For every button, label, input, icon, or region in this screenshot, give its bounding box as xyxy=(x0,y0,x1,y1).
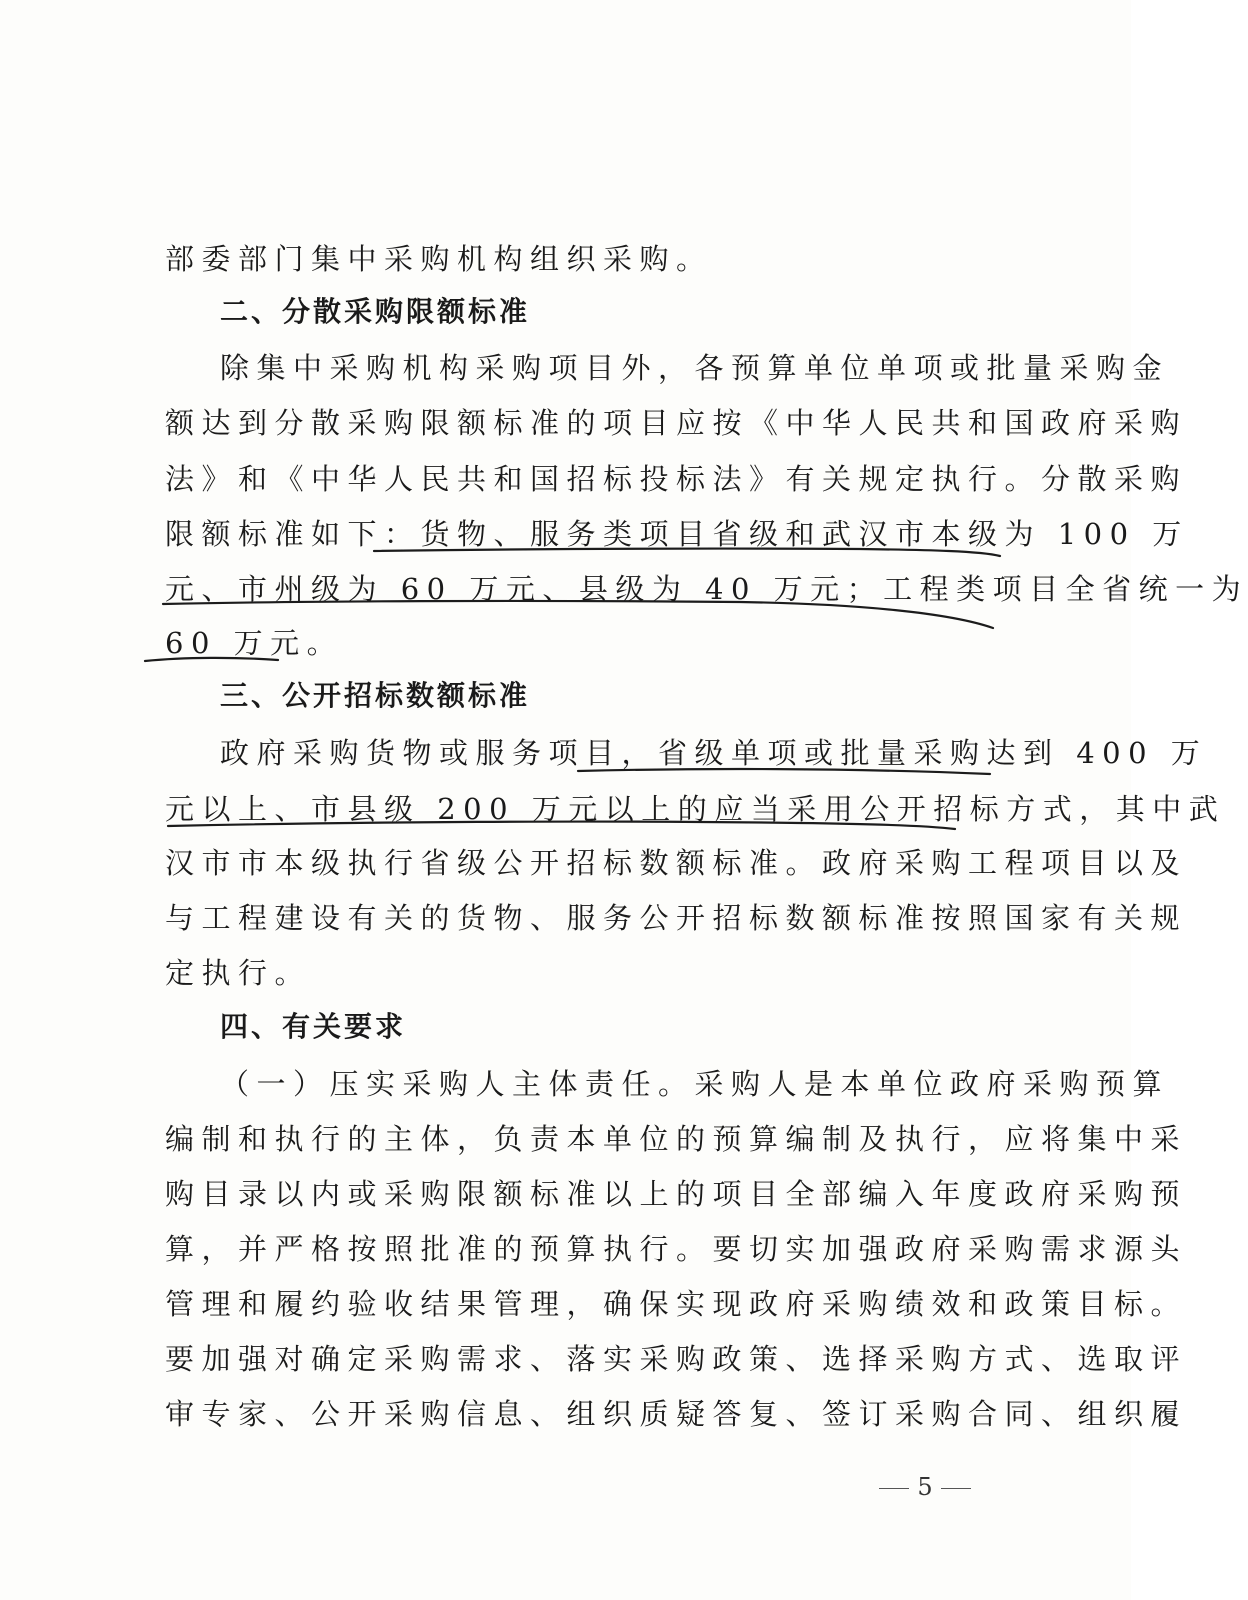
paragraph-line: 除集中采购机构采购项目外，各预算单位单项或批量采购金 xyxy=(220,351,1170,385)
footer-dash-left xyxy=(879,1488,909,1489)
paragraph-line: （一）压实采购人主体责任。采购人是本单位政府采购预算 xyxy=(220,1067,1170,1101)
footer-dash-right xyxy=(941,1488,971,1489)
section-heading-2: 二、分散采购限额标准 xyxy=(220,295,531,328)
page-number: 5 xyxy=(917,1473,933,1501)
paragraph-line: 要加强对确定采购需求、落实采购政策、选择采购方式、选取评 xyxy=(165,1342,1188,1376)
section-heading-4: 四、有关要求 xyxy=(220,1010,407,1043)
paragraph-line: 定执行。 xyxy=(165,956,312,990)
paragraph-line: 管理和履约验收结果管理，确保实现政府采购绩效和政策目标。 xyxy=(165,1287,1188,1321)
section-heading-3: 三、公开招标数额标准 xyxy=(220,679,531,712)
paragraph-line: 元以上、市县级 200 万元以上的应当采用公开招标方式，其中武 xyxy=(165,792,1226,826)
paragraph-line: 汉市市本级执行省级公开招标数额标准。政府采购工程项目以及 xyxy=(165,846,1188,880)
paragraph-line: 编制和执行的主体，负责本单位的预算编制及执行，应将集中采 xyxy=(165,1122,1188,1156)
paragraph-line: 法》和《中华人民共和国招标投标法》有关规定执行。分散采购 xyxy=(165,462,1188,496)
paragraph-line: 算，并严格按照批准的预算执行。要切实加强政府采购需求源头 xyxy=(165,1232,1188,1266)
paragraph-line: 限额标准如下：货物、服务类项目省级和武汉市本级为 100 万 xyxy=(165,517,1189,551)
page-footer xyxy=(870,1473,980,1501)
paragraph-line: 60 万元。 xyxy=(165,626,344,660)
paragraph-line: 额达到分散采购限额标准的项目应按《中华人民共和国政府采购 xyxy=(165,406,1188,440)
paragraph-line: 审专家、公开采购信息、组织质疑答复、签订采购合同、组织履 xyxy=(165,1397,1188,1431)
paragraph-line: 元、市州级为 60 万元、县级为 40 万元；工程类项目全省统一为 xyxy=(165,572,1248,606)
paragraph-line: 与工程建设有关的货物、服务公开招标数额标准按照国家有关规 xyxy=(165,901,1188,935)
paragraph-line: 购目录以内或采购限额标准以上的项目全部编入年度政府采购预 xyxy=(165,1177,1188,1211)
paragraph-line: 政府采购货物或服务项目，省级单项或批量采购达到 400 万 xyxy=(220,736,1208,770)
paragraph-line: 部委部门集中采购机构组织采购。 xyxy=(165,242,713,276)
